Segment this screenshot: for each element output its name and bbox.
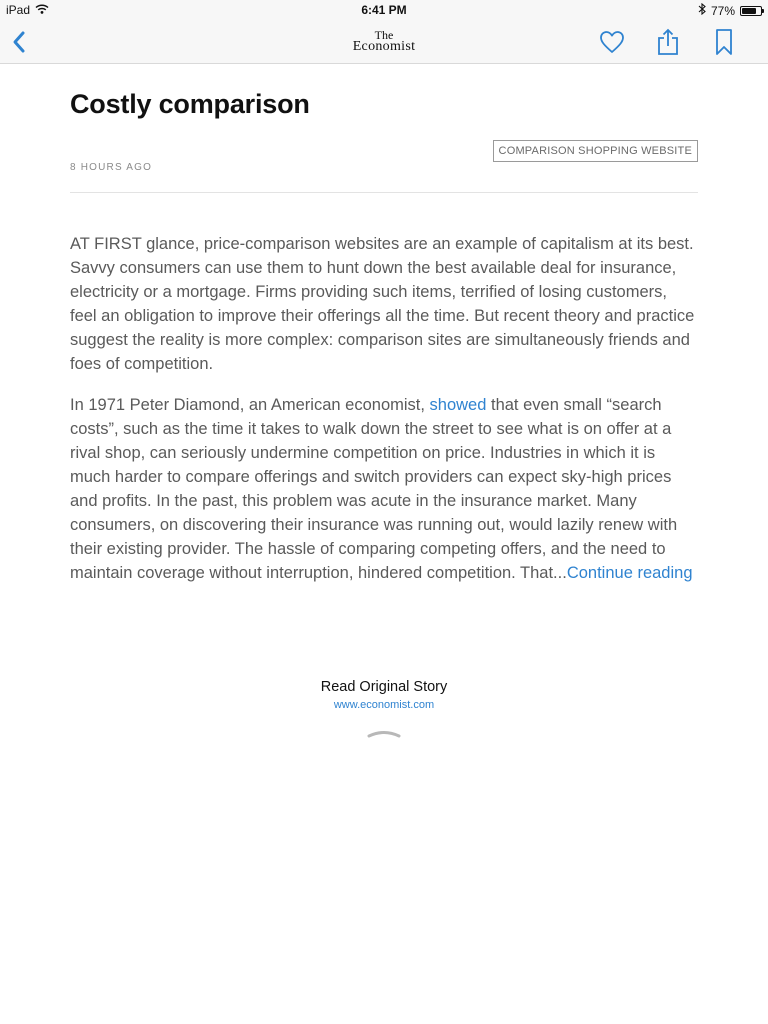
bookmark-icon bbox=[710, 28, 738, 56]
like-button[interactable] bbox=[598, 28, 626, 56]
article-meta bbox=[70, 120, 698, 200]
share-icon bbox=[654, 28, 682, 56]
publication-logo bbox=[0, 29, 768, 53]
bookmark-button[interactable] bbox=[710, 28, 738, 56]
read-original-section bbox=[0, 679, 768, 713]
status-bar bbox=[0, 0, 768, 20]
paragraph-2-body: that even small “search costs”, such as the time it takes to walk down the street to see what is on offer at a rival shop, can seriously undermine competition on price. Industries in which it is much harder to compare offerings and switch providers can expect sky-high prices and profits. In the past, this problem was acute in the insurance market. Many consumers, on discovering their insurance was running out, would lazily renew with their existing provider. The hassle of comparing competing offers, and the need to maintain coverage without interruption, hindered competition. That... bbox=[70, 396, 678, 582]
article-body bbox=[70, 232, 698, 585]
article bbox=[70, 64, 698, 602]
battery-fill bbox=[742, 8, 756, 14]
article-headline: Costly comparison bbox=[70, 89, 310, 119]
share-button[interactable] bbox=[654, 28, 682, 56]
bluetooth-icon bbox=[698, 3, 706, 18]
chevron-up-icon bbox=[366, 726, 402, 740]
battery-icon bbox=[740, 6, 762, 16]
showed-link[interactable]: showed bbox=[429, 396, 487, 414]
device-label: iPad bbox=[6, 3, 31, 17]
nav-bar bbox=[0, 20, 768, 64]
battery-percent: 77% bbox=[710, 3, 735, 18]
paragraph-2 bbox=[70, 393, 698, 585]
topic-tag[interactable]: COMPARISON SHOPPING WEBSITE bbox=[493, 140, 698, 162]
brand-the: The bbox=[374, 28, 394, 42]
brand-name: Economist bbox=[352, 39, 416, 54]
status-time: 6:41 PM bbox=[361, 3, 407, 17]
meta-divider bbox=[70, 192, 698, 193]
published-time: 8 HOURS AGO bbox=[70, 162, 153, 173]
source-url-link[interactable]: www.economist.com bbox=[333, 699, 435, 711]
read-original-title[interactable]: Read Original Story bbox=[320, 679, 448, 695]
continue-reading-link[interactable]: Continue reading bbox=[566, 564, 693, 582]
paragraph-2-intro: In 1971 Peter Diamond, an American economist, bbox=[70, 396, 430, 414]
heart-icon bbox=[598, 28, 626, 56]
pull-up-handle[interactable] bbox=[366, 726, 402, 740]
status-right bbox=[698, 3, 762, 18]
paragraph-1: AT FIRST glance, price-comparison websites are an example of capitalism at its best. Savvy consumers can use them to hunt down the best available deal for insurance, electricity or a mortgage. Firms providing such items, terrified of losing customers, feel an obligation to improve their offerings all the time. But recent theory and practice suggest the reality is more complex: comparison sites are simultaneously friends and foes of competition. bbox=[70, 235, 695, 373]
